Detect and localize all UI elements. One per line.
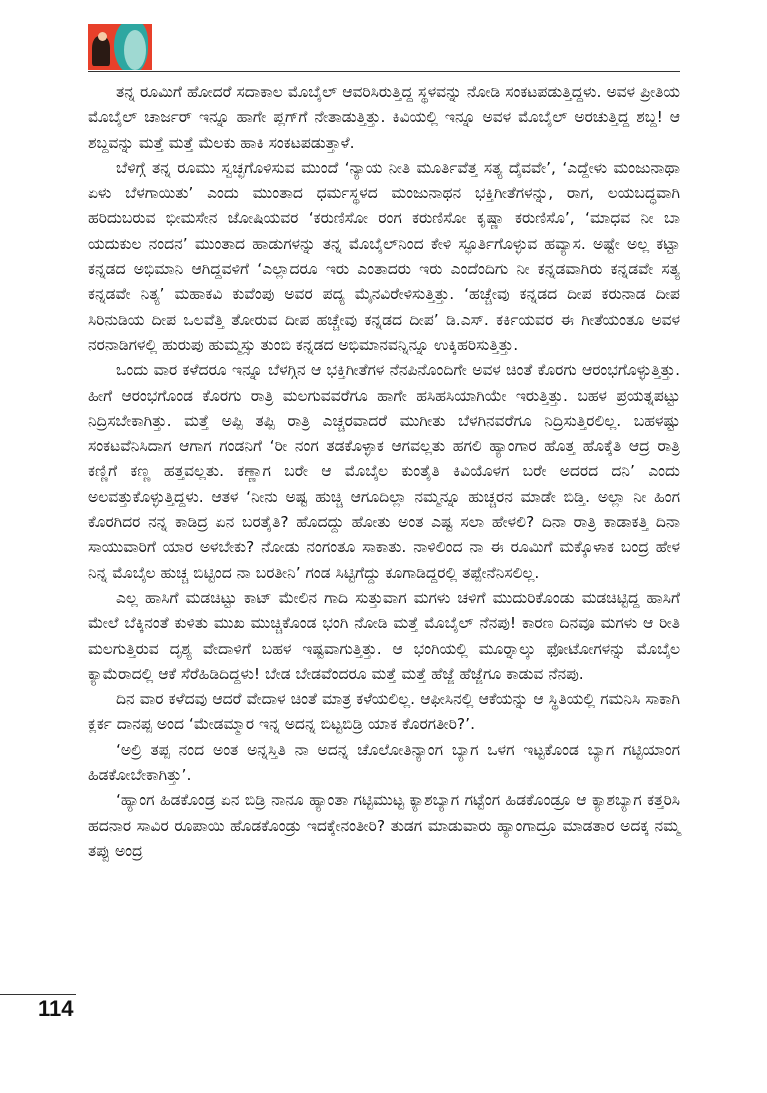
header-rule: [88, 71, 680, 72]
paragraph: ಎಲ್ಲ ಹಾಸಿಗೆ ಮಡಚಿಟ್ಟು ಕಾಟ್ ಮೇಲಿನ ಗಾದಿ ಸುತ್ತುವಾಗ ಮಗಳು ಚಳಿಗೆ ಮುದುರಿಕೊಂಡು ಮಡಚಿಟ್ಟಿದ್ದ ಹಾಸಿಗೆ ಮೇಲೆ ಬೆಕ್ಕಿನಂತೆ ಕುಳಿತು ಮುಖ ಮುಚ್ಚಿಕೊಂಡ ಭಂಗಿ ನೋಡಿ ಮತ್ತೆ ಮೊಬೈಲ್ ನೆನಪು! ಕಾರಣ ದಿನವೂ ಮಗಳು ಆ ರೀತಿ ಮಲಗುತ್ತಿರುವ ದೃಶ್ಯ ವೇದಾಳಿಗೆ ಬಹಳ ಇಷ್ಟವಾಗುತ್ತಿತ್ತು. ಆ ಭಂಗಿಯಲ್ಲಿ ಮೂರ್‍ನಾಲ್ಕು ಫೋಟೋಗಳನ್ನು ಮೊಬೈಲ ಕ್ಯಾಮೆರಾದಲ್ಲಿ ಆಕೆ ಸೆರೆಹಿಡಿದಿದ್ದಳು! ಬೇಡ ಬೇಡವೆಂದರೂ ಮತ್ತೆ ಮತ್ತೆ ಹೆಜ್ಜೆ ಹೆಜ್ಜೆಗೂ ಕಾಡುವ ನೆನಪು.: [88, 588, 680, 683]
logo-figure-head: [98, 32, 107, 41]
footer-rule: [0, 994, 76, 995]
page-number: 114: [38, 996, 74, 1021]
paragraph: ಒಂದು ವಾರ ಕಳೆದರೂ ಇನ್ನೂ ಬೆಳಗ್ಗಿನ ಆ ಭಕ್ತಿಗೀತೆಗಳ ನೆನಪಿನೊಂದಿಗೇ ಅವಳ ಚಿಂತೆ ಕೊರಗು ಆರಂಭಗೊಳ್ಳುತ್ತಿತ್ತು. ಹೀಗೆ ಆರಂಭಗೊಂಡ ಕೊರಗು ರಾತ್ರಿ ಮಲಗುವವರೆಗೂ ಹಾಗೇ ಹಸಿಹಸಿಯಾಗಿಯೇ ಇರುತ್ತಿತ್ತು. ಬಹಳ ಪ್ರಯತ್ನಪಟ್ಟು ನಿದ್ರಿಸಬೇಕಾಗಿತ್ತು. ಮತ್ತೆ ಅಪ್ಪಿ ತಪ್ಪಿ ರಾತ್ರಿ ಎಚ್ಚರವಾದರೆ ಮುಗೀತು ಬೆಳಗಿನವರೆಗೂ ನಿದ್ರಿಸುತ್ತಿರಲಿಲ್ಲ. ಬಹಳಷ್ಟು ಸಂಕಟವೆನಿಸಿದಾಗ ಆಗಾಗ ಗಂಡನಿಗೆ ‘ರೀ ನಂಗ ತಡಕೊಳ್ಳಾಕ ಆಗವಲ್ಲತು ಹಗಲಿ ಹ್ಯಾಂಗಾರ ಹೊತ್ತ ಹೊಕ್ಕೆತಿ ಆದ್ರ ರಾತ್ರಿ ಕಣ್ಣಿಗೆ ಕಣ್ಣ ಹತ್ತವಲ್ಲತು. ಕಣ್ಣಾಗ ಬರೇ ಆ ಮೊಬೈಲ ಕುಂತೈತಿ ಕಿವಿಯೊಳಗ ಬರೇ ಅದರದ ದನಿ’ ಎಂದು ಅಲವತ್ತುಕೊಳ್ಳುತ್ತಿದ್ದಳು. ಆತಳ ‘ನೀನು ಅಷ್ಟ ಹುಚ್ಚಿ ಆಗೂದಿಲ್ಲಾ ನಮ್ಮನ್ನೂ ಹುಚ್ಚರನ ಮಾಡೇ ಬಿಡ್ತಿ. ಅಲ್ಲಾ ನೀ ಹಿಂಗ ಕೊರಗಿದರ ನನ್ನ ಕಾಡಿದ್ರ ಏನ ಬರತೈತಿ? ಹೊದದ್ದು ಹೋತು ಅಂತ ಎಷ್ಟ ಸಲಾ ಹೇಳಲಿ? ದಿನಾ ರಾತ್ರಿ ಕಾಡಾಕತ್ತಿ ದಿನಾ ಸಾಯುವಾರಿಗೆ ಯಾರ ಅಳಬೇಕು? ನೋಡು ನಂಗಂತೂ ಸಾಕಾತು. ನಾಳಿಲಿಂದ ನಾ ಈ ರೂಮಿಗೆ ಮಕ್ಕೊಳಾಕ ಬಂದ್ರ ಹೇಳ ನಿನ್ನ ಮೊಬೈಲ ಹುಚ್ಚ ಬಿಟ್ಟಿಂದ ನಾ ಬರತೀನಿ’ ಗಂಡ ಸಿಟ್ಟಿಗೆದ್ದು ಕೂಗಾಡಿದ್ದರಲ್ಲಿ ತಪ್ಪೇನೆನಿಸಲಿಲ್ಲ.: [88, 361, 680, 582]
paragraph: ದಿನ ವಾರ ಕಳೆದವು ಆದರೆ ವೇದಾಳ ಚಿಂತೆ ಮಾತ್ರ ಕಳೆಯಲಿಲ್ಲ. ಆಫೀಸಿನಲ್ಲಿ ಆಕೆಯನ್ನು ಆ ಸ್ಥಿತಿಯಲ್ಲಿ ಗಮನಿಸಿ ಸಾಕಾಗಿ ಕ್ಲರ್ಕ ದಾನಪ್ಪ ಅಂದ ‘ಮೇಡಮ್ಮಾರ ಇನ್ನ ಅದನ್ನ ಬಿಟ್ಟಬಿಡ್ರಿ ಯಾಕ ಕೊರಗತೀರಿ?’.: [88, 690, 680, 734]
paragraph: ‘ಅಲ್ರಿ ತಪ್ಪ ನಂದ ಅಂತ ಅನ್ನಸ್ತಿತಿ ನಾ ಅದನ್ನ ಚೊಲೋತಿನ್ಯಾಂಗ ಬ್ಯಾಗ ಒಳಗ ಇಟ್ಟಕೊಂಡ ಬ್ಯಾಗ ಗಟ್ಟಿಯಾಂಗ ಹಿಡಕೋಬೇಕಾಗಿತ್ತು’.: [88, 740, 680, 785]
magazine-logo-icon: [88, 24, 152, 70]
article-body: [88, 80, 680, 864]
logo-face-highlight: [124, 30, 146, 70]
paragraph: ಬೆಳಿಗ್ಗೆ ತನ್ನ ರೂಮು ಸ್ವಚ್ಛಗೊಳಿಸುವ ಮುಂದೆ ‘ನ್ಯಾಯ ನೀತಿ ಮೂರ್ತಿವೆತ್ತ ಸತ್ಯ ದೈವವೇ’, ‘ಎದ್ದೇಳು ಮಂಜುನಾಥಾ ಏಳು ಬೆಳಗಾಯಿತು’ ಎಂದು ಮುಂತಾದ ಧರ್ಮಸ್ಥಳದ ಮಂಜುನಾಥನ ಭಕ್ತಿಗೀತೆಗಳನ್ನು, ರಾಗ, ಲಯಬದ್ಧವಾಗಿ ಹರಿದುಬರುವ ಭೀಮಸೇನ ಜೋಷಿಯವರ ‘ಕರುಣಿಸೋ ರಂಗ ಕರುಣಿಸೋ ಕೃಷ್ಣಾ ಕರುಣಿಸೊ’, ‘ಮಾಧವ ನೀ ಬಾ ಯದುಕುಲ ನಂದನ’ ಮುಂತಾದ ಹಾಡುಗಳನ್ನು ತನ್ನ ಮೊಬೈಲ್‌ನಿಂದ ಕೇಳಿ ಸ್ಫೂರ್ತಿಗೊಳ್ಳುವ ಹವ್ಯಾಸ. ಅಷ್ಟೇ ಅಲ್ಲ ಕಟ್ಟಾ ಕನ್ನಡದ ಅಭಿಮಾನಿ ಆಗಿದ್ದವಳಿಗೆ ‘ಎಲ್ಲಾದರೂ ಇರು ಎಂತಾದರು ಇರು ಎಂದೆಂದಿಗು ನೀ ಕನ್ನಡವಾಗಿರು ಕನ್ನಡವೇ ಸತ್ಯ ಕನ್ನಡವೇ ನಿತ್ಯ’ ಮಹಾಕವಿ ಕುವೆಂಪು ಅವರ ಪದ್ಯ ಮೈನವಿರೇಳಿಸುತ್ತಿತ್ತು. ‘ಹಚ್ಚೇವು ಕನ್ನಡದ ದೀಪ ಕರುನಾಡ ದೀಪ ಸಿರಿನುಡಿಯ ದೀಪ ಒಲವೆತ್ತಿ ತೋರುವ ದೀಪ ಹಚ್ಚೇವು ಕನ್ನಡದ ದೀಪ’ ಡಿ.ಎಸ್. ಕರ್ಕಿಯವರ ಈ ಗೀತೆಯಂತೂ ಅವಳ ನರನಾಡಿಗಳಲ್ಲಿ ಹುರುಪು ಹುಮ್ಮಸ್ಸು ತುಂಬಿ ಕನ್ನಡದ ಅಭಿಮಾನವನ್ನಿನ್ನೂ ಉಕ್ಕಿಹರಿಸುತ್ತಿತ್ತು.: [88, 158, 680, 354]
paragraph: ತನ್ನ ರೂಮಿಗೆ ಹೋದರೆ ಸದಾಕಾಲ ಮೊಬೈಲ್ ಆವರಿಸಿರುತ್ತಿದ್ದ ಸ್ಥಳವನ್ನು ನೋಡಿ ಸಂಕಟಪಡುತ್ತಿದ್ದಳು. ಅವಳ ಪ್ರೀತಿಯ ಮೊಬೈಲ್ ಚಾರ್ಜರ್ ಇನ್ನೂ ಹಾಗೇ ಪ್ಲಗ್‌ಗೆ ನೇತಾಡುತ್ತಿತ್ತು. ಕಿವಿಯಲ್ಲಿ ಇನ್ನೂ ಅವಳ ಮೊಬೈಲ್ ಅರಚುತ್ತಿದ್ದ ಶಬ್ದ! ಆ ಶಬ್ದವನ್ನು ಮತ್ತೆ ಮತ್ತೆ ಮೆಲಕು ಹಾಕಿ ಸಂಕಟಪಡುತ್ತಾಳೆ.: [88, 83, 680, 152]
paragraph: ‘ಹ್ಯಾಂಗ ಹಿಡಕೊಂಡ್ರ ಏನ ಬಿಡ್ರಿ ನಾನೂ ಹ್ಯಾಂತಾ ಗಟ್ಟಿಮುಟ್ಟ ಕ್ಯಾಶಬ್ಯಾಗ ಗಟ್ಟೆಂಗ ಹಿಡಕೊಂಡ್ರೂ ಆ ಕ್ಯಾಶಬ್ಯಾಗ ಕತ್ತರಿಸಿ ಹದನಾರ ಸಾವಿರ ರೂಪಾಯಿ ಹೊಡಕೊಂಡ್ರು ಇದಕ್ಕೇನಂತೀರಿ? ತುಡಗ ಮಾಡುವಾರು ಹ್ಯಾಂಗಾದ್ರೂ ಮಾಡತಾರ ಅದಕ್ಕ ನಮ್ಮ ತಪ್ಪು ಅಂದ್ರ: [88, 791, 680, 860]
